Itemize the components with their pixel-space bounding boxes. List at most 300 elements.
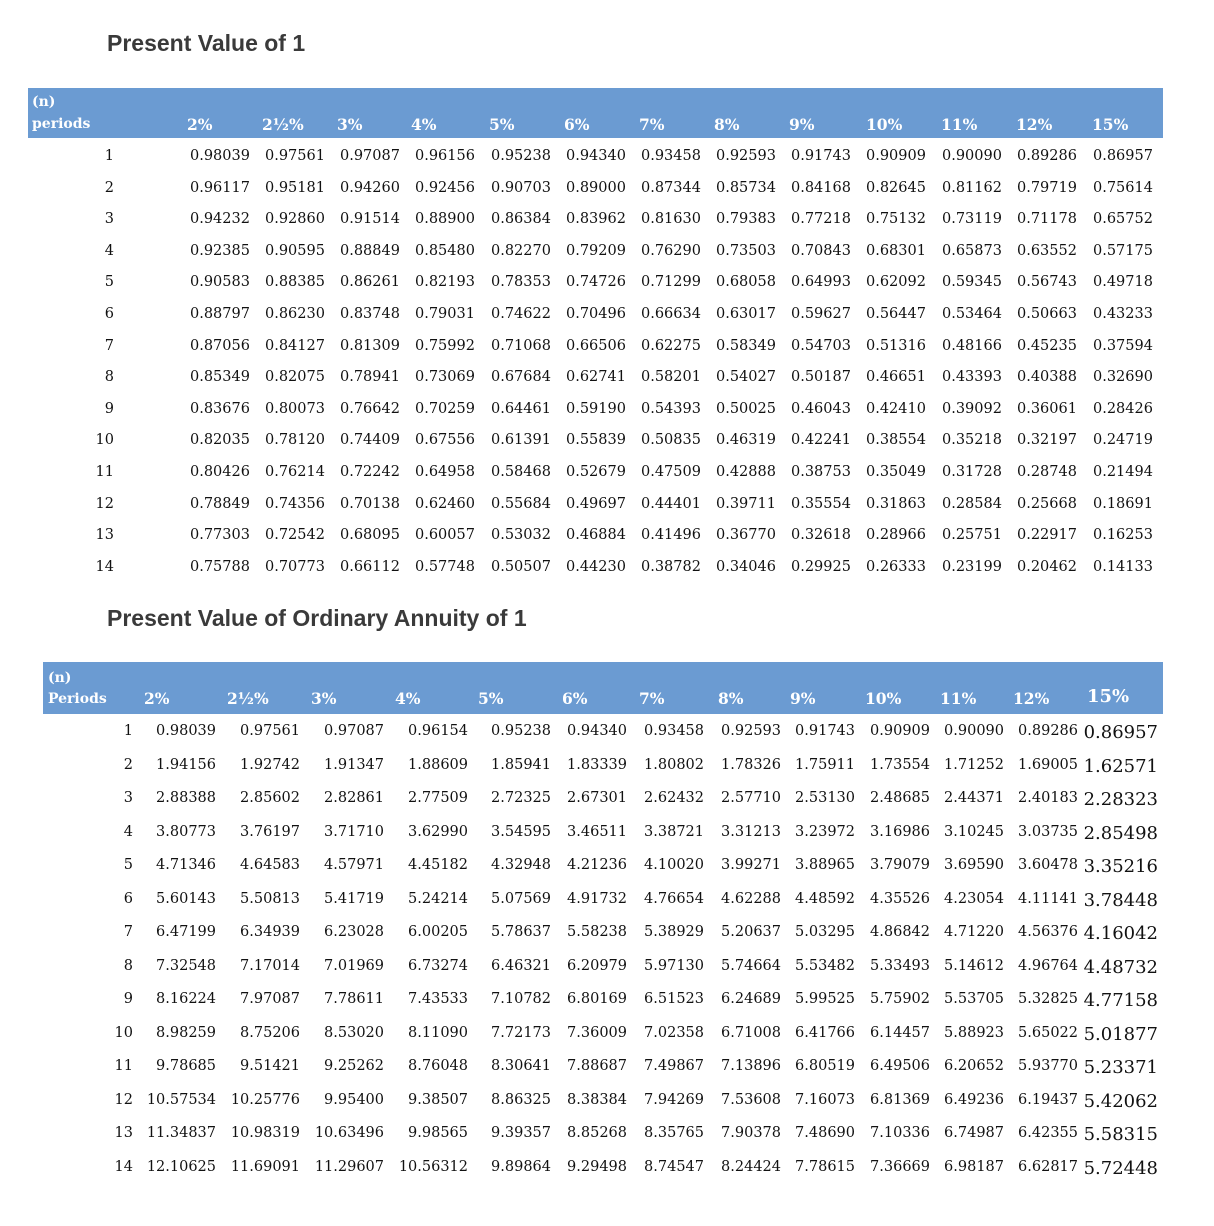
pva-table-row (0, 958, 1214, 978)
pv-table-row (0, 496, 1214, 516)
pva-value-cell: 10.63496 (314, 1125, 384, 1141)
pv-table-row (0, 274, 1214, 294)
pva-table-row (0, 1025, 1214, 1045)
pva-value-cell: 6.20979 (567, 957, 627, 974)
pva-value-cell: 7.78615 (795, 1158, 855, 1175)
pv-value-cell: 0.82270 (491, 242, 551, 259)
pva-value-cell: 0.86957 (1083, 722, 1158, 743)
pv-value-cell: 0.81630 (641, 211, 701, 228)
pv-table-row (0, 527, 1214, 547)
pva-rate-header: 8% (718, 689, 744, 708)
pv-value-cell: 0.72542 (265, 527, 325, 544)
pva-table-row (0, 891, 1214, 911)
pva-value-cell: 7.97087 (240, 991, 300, 1007)
pva-value-cell: 4.96764 (1018, 957, 1078, 974)
pva-value-cell: 5.14612 (944, 957, 1004, 974)
pv-table-header (28, 88, 1163, 138)
pva-value-cell: 1.69005 (1018, 756, 1078, 773)
pva-value-cell: 6.51523 (644, 991, 704, 1007)
pv-value-cell: 0.75132 (866, 211, 926, 228)
pva-period-number: 7 (123, 924, 133, 940)
pv-table-row (0, 338, 1214, 358)
pva-value-cell: 4.71346 (156, 857, 216, 873)
pv-value-cell: 0.76214 (265, 464, 325, 480)
pv-value-cell: 0.86957 (1093, 148, 1153, 164)
pva-value-cell: 4.71220 (944, 924, 1004, 940)
pva-period-number: 14 (114, 1158, 133, 1175)
pv-value-cell: 0.70138 (340, 495, 400, 512)
pva-value-cell: 7.02358 (644, 1024, 704, 1041)
pva-value-cell: 7.17014 (240, 957, 300, 974)
pva-value-cell: 2.53130 (795, 790, 855, 806)
pv-value-cell: 0.51316 (866, 337, 926, 354)
pva-value-cell: 5.97130 (644, 957, 704, 974)
pv-table-row (0, 401, 1214, 421)
pva-value-cell: 0.93458 (644, 723, 704, 739)
pva-value-cell: 8.38384 (567, 1091, 627, 1108)
pva-value-cell: 5.32825 (1018, 991, 1078, 1007)
pva-value-cell: 11.69091 (230, 1158, 300, 1175)
pv-value-cell: 0.87344 (641, 179, 701, 196)
pv-value-cell: 0.81162 (942, 179, 1002, 196)
pva-value-cell: 1.62571 (1083, 755, 1158, 777)
pv-value-cell: 0.85480 (415, 242, 475, 259)
pv-value-cell: 0.45235 (1017, 337, 1077, 354)
pv-value-cell: 0.35049 (866, 464, 926, 480)
pv-value-cell: 0.79719 (1017, 179, 1077, 196)
pv-value-cell: 0.88385 (265, 274, 325, 291)
pva-value-cell: 4.57971 (324, 857, 384, 873)
pv-table-row (0, 369, 1214, 389)
pv-value-cell: 0.78941 (340, 369, 400, 386)
pva-value-cell: 5.50813 (240, 890, 300, 907)
pv-value-cell: 0.55839 (566, 432, 626, 449)
pv-value-cell: 0.63017 (716, 306, 776, 322)
pva-value-cell: 8.75206 (240, 1024, 300, 1041)
pv-value-cell: 0.49718 (1093, 274, 1153, 291)
pva-rate-header: 9% (790, 689, 816, 708)
pva-value-cell: 3.80773 (156, 823, 216, 840)
pva-value-cell: 4.62288 (721, 890, 781, 907)
pv-value-cell: 0.89286 (1017, 148, 1077, 164)
pva-value-cell: 3.60478 (1018, 857, 1078, 873)
pv-value-cell: 0.42410 (866, 400, 926, 417)
pv-value-cell: 0.78120 (265, 432, 325, 449)
pv-value-cell: 0.82075 (265, 369, 325, 386)
pva-value-cell: 8.74547 (644, 1158, 704, 1175)
pva-value-cell: 3.88965 (795, 857, 855, 873)
pva-period-number: 12 (114, 1091, 133, 1108)
pva-table-row (0, 757, 1214, 777)
pv-value-cell: 0.54703 (791, 337, 851, 354)
pv-value-cell: 0.46043 (791, 400, 851, 417)
pv-value-cell: 0.50663 (1017, 306, 1077, 322)
pv-rate-header: 2% (187, 115, 213, 134)
pva-value-cell: 6.41766 (795, 1024, 855, 1041)
pva-rate-header: 2½% (227, 689, 269, 708)
pva-value-cell: 7.53608 (721, 1091, 781, 1108)
pva-value-cell: 1.88609 (408, 756, 468, 773)
pv-value-cell: 0.67684 (491, 369, 551, 386)
pva-table-row (0, 790, 1214, 810)
pv-value-cell: 0.77218 (791, 211, 851, 228)
pv-value-cell: 0.48166 (942, 337, 1002, 354)
pv-period-number: 9 (104, 400, 114, 417)
pva-table-header (43, 662, 1163, 714)
pv-rate-header: 8% (714, 115, 740, 134)
pv-value-cell: 0.29925 (791, 558, 851, 575)
pva-value-cell: 4.45182 (408, 857, 468, 873)
pv-rate-header: 9% (789, 115, 815, 134)
pv-value-cell: 0.31863 (866, 495, 926, 512)
pv-value-cell: 0.38753 (791, 464, 851, 480)
pva-value-cell: 6.81369 (870, 1091, 930, 1108)
pva-value-cell: 2.62432 (644, 790, 704, 806)
pva-value-cell: 0.92593 (721, 723, 781, 739)
pva-rate-header: 6% (562, 689, 588, 708)
pv-value-cell: 0.68095 (340, 527, 400, 544)
pva-value-cell: 4.48592 (795, 890, 855, 907)
pv-value-cell: 0.32618 (791, 527, 851, 544)
pv-table-row (0, 148, 1214, 168)
pva-value-cell: 4.76654 (644, 890, 704, 907)
pv-value-cell: 0.41496 (641, 527, 701, 544)
pva-value-cell: 5.41719 (324, 890, 384, 907)
pv-value-cell: 0.78849 (190, 495, 250, 512)
pv-value-cell: 0.50507 (491, 558, 551, 575)
pva-period-number: 8 (123, 957, 133, 974)
pva-value-cell: 3.99271 (721, 857, 781, 873)
pv-value-cell: 0.95181 (265, 179, 325, 196)
pva-value-cell: 4.35526 (870, 890, 930, 907)
pva-rate-header: 15% (1087, 686, 1130, 707)
pva-period-number: 1 (123, 723, 133, 739)
pva-value-cell: 0.90090 (944, 723, 1004, 739)
pva-value-cell: 7.43533 (408, 991, 468, 1007)
pv-value-cell: 0.82193 (415, 274, 475, 291)
pv-value-cell: 0.37594 (1093, 337, 1153, 354)
pv-value-cell: 0.36770 (716, 527, 776, 544)
pv-value-cell: 0.77303 (190, 527, 250, 544)
pv-value-cell: 0.80073 (265, 400, 325, 417)
pv-value-cell: 0.75992 (415, 337, 475, 354)
pv-value-cell: 0.24719 (1093, 432, 1153, 449)
pva-rate-header: 3% (311, 689, 337, 708)
pva-value-cell: 6.80519 (795, 1058, 855, 1074)
pva-value-cell: 3.23972 (795, 823, 855, 840)
pva-value-cell: 8.98259 (156, 1024, 216, 1041)
pv-value-cell: 0.59190 (566, 400, 626, 417)
pv-value-cell: 0.66634 (641, 306, 701, 322)
pva-value-cell: 3.38721 (644, 823, 704, 840)
pva-value-cell: 6.47199 (156, 924, 216, 940)
pva-value-cell: 5.01877 (1083, 1023, 1158, 1045)
pva-value-cell: 7.49867 (644, 1058, 704, 1074)
pv-rate-header: 10% (866, 115, 903, 134)
pva-value-cell: 0.97561 (240, 723, 300, 739)
pva-value-cell: 11.34837 (146, 1125, 216, 1141)
pv-value-cell: 0.25751 (942, 527, 1002, 544)
pv-period-number: 13 (95, 527, 114, 544)
pva-value-cell: 0.97087 (324, 723, 384, 739)
pva-value-cell: 8.53020 (324, 1024, 384, 1041)
pva-value-cell: 6.73274 (408, 957, 468, 974)
pv-value-cell: 0.62092 (866, 274, 926, 291)
pv-value-cell: 0.95238 (491, 148, 551, 164)
pva-value-cell: 3.79079 (870, 857, 930, 873)
pva-value-cell: 4.48732 (1083, 956, 1158, 978)
pva-value-cell: 5.20637 (721, 924, 781, 940)
pva-value-cell: 10.98319 (230, 1125, 300, 1141)
pv-value-cell: 0.93458 (641, 148, 701, 164)
pv-value-cell: 0.62460 (415, 495, 475, 512)
pva-value-cell: 4.77158 (1083, 990, 1158, 1011)
pva-value-cell: 4.86842 (870, 924, 930, 940)
pv-value-cell: 0.73503 (716, 242, 776, 259)
pv-rate-header: 5% (489, 115, 515, 134)
pva-value-cell: 7.10336 (870, 1125, 930, 1141)
pv-value-cell: 0.92385 (190, 242, 250, 259)
pv-value-cell: 0.71299 (641, 274, 701, 291)
pva-value-cell: 7.16073 (795, 1091, 855, 1108)
pv-table-row (0, 432, 1214, 452)
pv-value-cell: 0.92456 (415, 179, 475, 196)
pv-value-cell: 0.35218 (942, 432, 1002, 449)
pva-value-cell: 5.99525 (795, 991, 855, 1007)
pv-period-number: 6 (104, 306, 114, 322)
pv-value-cell: 0.68058 (716, 274, 776, 291)
pv-value-cell: 0.92593 (716, 148, 776, 164)
pv-value-cell: 0.79383 (716, 211, 776, 228)
pva-value-cell: 0.90909 (870, 723, 930, 739)
pv-value-cell: 0.92860 (265, 211, 325, 228)
pv-value-cell: 0.79209 (566, 242, 626, 259)
pv-value-cell: 0.94340 (566, 148, 626, 164)
pv-rate-header: 3% (337, 115, 363, 134)
pv-value-cell: 0.62741 (566, 369, 626, 386)
pva-period-label-n: (n) (48, 670, 72, 686)
pv-value-cell: 0.65873 (942, 242, 1002, 259)
pva-value-cell: 6.42355 (1018, 1125, 1078, 1141)
pv-value-cell: 0.32690 (1093, 369, 1153, 386)
pva-value-cell: 2.85498 (1083, 822, 1158, 844)
pv-value-cell: 0.83748 (340, 306, 400, 322)
pva-period-number: 4 (123, 823, 133, 840)
pva-value-cell: 5.53482 (795, 957, 855, 974)
pva-value-cell: 3.76197 (240, 823, 300, 840)
pv-value-cell: 0.76290 (641, 242, 701, 259)
pv-value-cell: 0.46319 (716, 432, 776, 449)
pva-value-cell: 2.72325 (491, 790, 551, 806)
pv-value-cell: 0.81309 (340, 337, 400, 354)
pva-table-row (0, 1159, 1214, 1179)
pva-value-cell: 6.34939 (240, 924, 300, 940)
pv-period-number: 5 (104, 274, 114, 291)
pv-value-cell: 0.60057 (415, 527, 475, 544)
pva-value-cell: 8.24424 (721, 1158, 781, 1175)
pv-value-cell: 0.54027 (716, 369, 776, 386)
pv-rate-header: 6% (564, 115, 590, 134)
pva-value-cell: 7.36009 (567, 1024, 627, 1041)
pva-value-cell: 0.89286 (1018, 723, 1078, 739)
pv-value-cell: 0.94232 (190, 211, 250, 228)
pv-rate-header: 11% (941, 115, 978, 134)
pv-value-cell: 0.90909 (866, 148, 926, 164)
pva-period-label: Periods (48, 691, 107, 707)
pva-rate-header: 12% (1013, 689, 1050, 708)
pva-value-cell: 4.32948 (491, 857, 551, 873)
pv-value-cell: 0.42241 (791, 432, 851, 449)
pv-value-cell: 0.73069 (415, 369, 475, 386)
pv-value-cell: 0.90583 (190, 274, 250, 291)
pva-value-cell: 4.91732 (567, 890, 627, 907)
pv-value-cell: 0.21494 (1093, 464, 1153, 480)
pva-value-cell: 5.07569 (491, 890, 551, 907)
pv-value-cell: 0.67556 (415, 432, 475, 449)
pv-value-cell: 0.68301 (866, 242, 926, 259)
pva-value-cell: 6.74987 (944, 1125, 1004, 1141)
pva-value-cell: 6.98187 (944, 1158, 1004, 1175)
pva-value-cell: 9.78685 (156, 1058, 216, 1074)
pva-value-cell: 2.77509 (408, 790, 468, 806)
pv-value-cell: 0.97561 (265, 148, 325, 164)
pva-value-cell: 1.92742 (240, 756, 300, 773)
pva-value-cell: 1.80802 (644, 756, 704, 773)
pv-value-cell: 0.85349 (190, 369, 250, 386)
pv-value-cell: 0.85734 (716, 179, 776, 196)
pv-value-cell: 0.59345 (942, 274, 1002, 291)
pv-value-cell: 0.55684 (491, 495, 551, 512)
pv-value-cell: 0.70843 (791, 242, 851, 259)
pv-value-cell: 0.52679 (566, 464, 626, 480)
pva-value-cell: 8.86325 (491, 1091, 551, 1108)
pva-value-cell: 6.20652 (944, 1058, 1004, 1074)
pva-value-cell: 5.38929 (644, 924, 704, 940)
pv-period-label: periods (32, 116, 91, 132)
pva-value-cell: 1.85941 (491, 756, 551, 773)
pv-value-cell: 0.96117 (190, 179, 250, 196)
pva-value-cell: 5.24214 (408, 890, 468, 907)
pva-value-cell: 9.51421 (240, 1058, 300, 1074)
pva-value-cell: 6.24689 (721, 991, 781, 1007)
pva-rate-header: 4% (395, 689, 421, 708)
pv-value-cell: 0.43393 (942, 369, 1002, 386)
pv-period-number: 3 (104, 211, 114, 228)
pv-value-cell: 0.84168 (791, 179, 851, 196)
pv-value-cell: 0.56743 (1017, 274, 1077, 291)
pv-value-cell: 0.59627 (791, 306, 851, 322)
pv-value-cell: 0.47509 (641, 464, 701, 480)
pv-value-cell: 0.64461 (491, 400, 551, 417)
pva-value-cell: 3.62990 (408, 823, 468, 840)
pva-value-cell: 3.78448 (1083, 889, 1158, 911)
pva-value-cell: 3.10245 (944, 823, 1004, 840)
pv-table-row (0, 180, 1214, 200)
pv-value-cell: 0.75614 (1093, 179, 1153, 196)
pva-value-cell: 5.23371 (1083, 1057, 1158, 1078)
pv-value-cell: 0.98039 (190, 148, 250, 164)
pv-period-label-n: (n) (32, 94, 56, 110)
pv-value-cell: 0.86261 (340, 274, 400, 291)
pva-value-cell: 3.35216 (1083, 856, 1158, 877)
pva-rate-header: 11% (940, 689, 977, 708)
pva-value-cell: 6.46321 (491, 957, 551, 974)
pva-rate-header: 2% (144, 689, 170, 708)
pv-table-row (0, 306, 1214, 326)
pv-value-cell: 0.56447 (866, 306, 926, 322)
pva-period-number: 11 (114, 1058, 133, 1074)
pva-value-cell: 8.16224 (156, 991, 216, 1007)
pva-value-cell: 1.91347 (324, 756, 384, 773)
pva-value-cell: 7.32548 (156, 957, 216, 974)
pva-table-title: Present Value of Ordinary Annuity of 1 (107, 605, 527, 631)
pva-value-cell: 3.71710 (324, 823, 384, 840)
pv-period-number: 12 (95, 495, 114, 512)
pva-value-cell: 5.88923 (944, 1024, 1004, 1041)
pv-rate-header: 7% (639, 115, 665, 134)
pv-value-cell: 0.38554 (866, 432, 926, 449)
pv-table-row (0, 559, 1214, 579)
pva-table-row (0, 1092, 1214, 1112)
pv-value-cell: 0.61391 (491, 432, 551, 449)
pva-value-cell: 8.85268 (567, 1125, 627, 1141)
pv-value-cell: 0.74356 (265, 495, 325, 512)
pva-value-cell: 2.48685 (870, 790, 930, 806)
pv-value-cell: 0.71068 (491, 337, 551, 354)
pva-value-cell: 7.01969 (324, 957, 384, 974)
pva-value-cell: 2.82861 (324, 790, 384, 806)
pva-value-cell: 4.56376 (1018, 924, 1078, 940)
pva-value-cell: 9.39357 (491, 1125, 551, 1141)
pva-value-cell: 7.78611 (324, 991, 384, 1007)
pv-value-cell: 0.31728 (942, 464, 1002, 480)
pva-value-cell: 5.74664 (721, 957, 781, 974)
pv-period-number: 8 (104, 369, 114, 386)
pva-table-row (0, 824, 1214, 844)
pva-value-cell: 1.75911 (795, 756, 855, 773)
pva-table-row (0, 924, 1214, 944)
pv-value-cell: 0.25668 (1017, 495, 1077, 512)
pv-value-cell: 0.90090 (942, 148, 1002, 164)
pv-value-cell: 0.86230 (265, 306, 325, 322)
pva-value-cell: 5.33493 (870, 957, 930, 974)
pv-value-cell: 0.91743 (791, 148, 851, 164)
pv-table-row (0, 464, 1214, 484)
pv-value-cell: 0.74726 (566, 274, 626, 291)
pva-rate-header: 7% (639, 689, 665, 708)
pv-value-cell: 0.90595 (265, 242, 325, 259)
pva-value-cell: 6.19437 (1018, 1091, 1078, 1108)
pva-value-cell: 0.91743 (795, 723, 855, 739)
pva-value-cell: 9.25262 (324, 1058, 384, 1074)
pv-period-number: 7 (104, 337, 114, 354)
pv-value-cell: 0.70496 (566, 306, 626, 322)
pva-value-cell: 6.14457 (870, 1024, 930, 1041)
pva-value-cell: 5.03295 (795, 924, 855, 940)
pv-value-cell: 0.28748 (1017, 464, 1077, 480)
pv-value-cell: 0.32197 (1017, 432, 1077, 449)
pva-value-cell: 2.40183 (1018, 790, 1078, 806)
pv-value-cell: 0.46651 (866, 369, 926, 386)
pva-value-cell: 3.54595 (491, 823, 551, 840)
pv-value-cell: 0.63552 (1017, 242, 1077, 259)
pv-value-cell: 0.84127 (265, 337, 325, 354)
pv-value-cell: 0.50025 (716, 400, 776, 417)
pv-value-cell: 0.40388 (1017, 369, 1077, 386)
pv-value-cell: 0.70773 (265, 558, 325, 575)
pva-period-number: 6 (123, 890, 133, 907)
pv-value-cell: 0.23199 (942, 558, 1002, 575)
